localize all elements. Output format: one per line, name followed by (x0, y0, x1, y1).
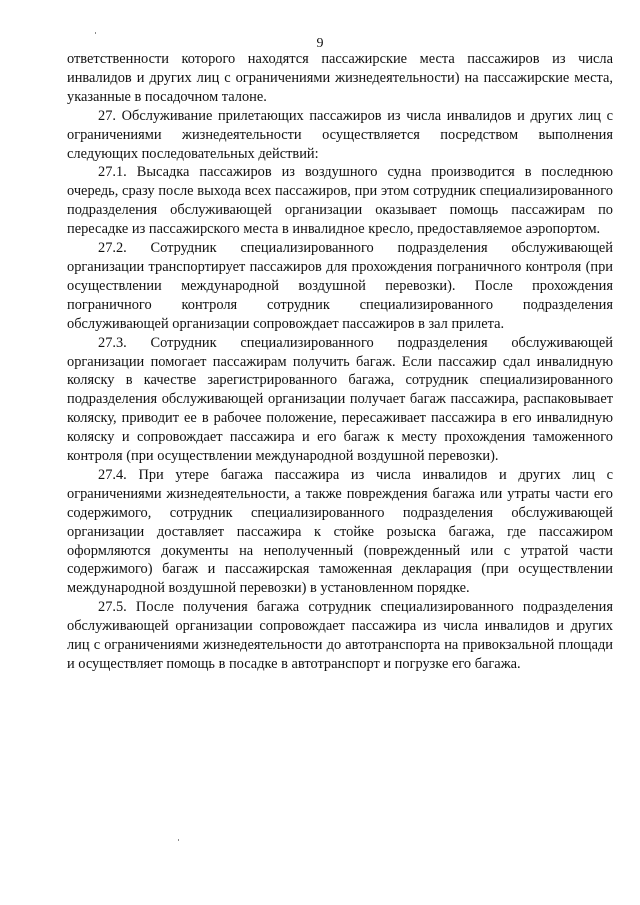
page-number: 9 (316, 36, 324, 51)
scan-speck (178, 839, 179, 841)
paragraph-27-1: 27.1. Высадка пассажиров из воздушного судна производится в последнюю очередь, сразу после выхода всех пассажиров, при этом сотрудник специализированного подразделения обслуживающей организации оказывает помощь пассажирам по пересадке из пассажирского места в инвалидное кресло, предоставляемое аэропортом. (67, 164, 613, 238)
paragraph-27-4: 27.4. При утере багажа пассажира из числа инвалидов и других лиц с ограничениями жизнедеятельности, а также повреждения багажа или утраты части его содержимого, сотрудник специализированного подразделения обслуживающей организации доставляет пассажира к стойке розыска багажа, где пассажиром оформляются документы на неполученный (поврежденный или с утратой части содержимого) багаж и пассажирская таможенная декларация (при осуществлении международной воздушной перевозки) в установленном порядке. (67, 466, 613, 597)
paragraph-continuation: ответственности которого находятся пассажирские места пассажиров из числа инвалидов и других лиц с ограничениями жизнедеятельности) на пассажирские места, указанные в посадочном талоне. (67, 51, 613, 105)
document-body (67, 50, 613, 674)
paragraph-27-5: 27.5. После получения багажа сотрудник специализированного подразделения обслуживающей организации сопровождает пассажира из числа инвалидов и других лиц с ограничениями жизнедеятельности до автотранспорта на привокзальной площади и осуществляет помощь в посадке в автотранспорт и погрузке его багажа. (67, 599, 613, 672)
paragraph-27: 27. Обслуживание прилетающих пассажиров из числа инвалидов и других лиц с ограничениями жизнедеятельности осуществляется посредством выполнения следующих последовательных действий: (67, 107, 613, 162)
paragraph-27-3: 27.3. Сотрудник специализированного подразделения обслуживающей организации помогает пассажирам получить багаж. Если пассажир сдал инвалидную коляску в качестве зарегистрированного багажа, сотрудник специализированного подразделения обслуживающей организации получает багаж пассажира, распаковывает коляску, приводит ее в рабочее положение, пересаживает пассажира в его инвалидную коляску и сопровождает пассажира и его багаж к месту прохождения таможенного контроля (при осуществлении международной воздушной перевозки). (67, 334, 613, 465)
paragraph-27-2: 27.2. Сотрудник специализированного подразделения обслуживающей организации транспортирует пассажиров для прохождения пограничного контроля (при осуществлении международной воздушной перевозки). После прохождения пограничного контроля сотрудник специализированного подразделения обслуживающей организации сопровождает пассажиров в зал прилета. (67, 240, 613, 332)
scan-speck (95, 32, 96, 34)
